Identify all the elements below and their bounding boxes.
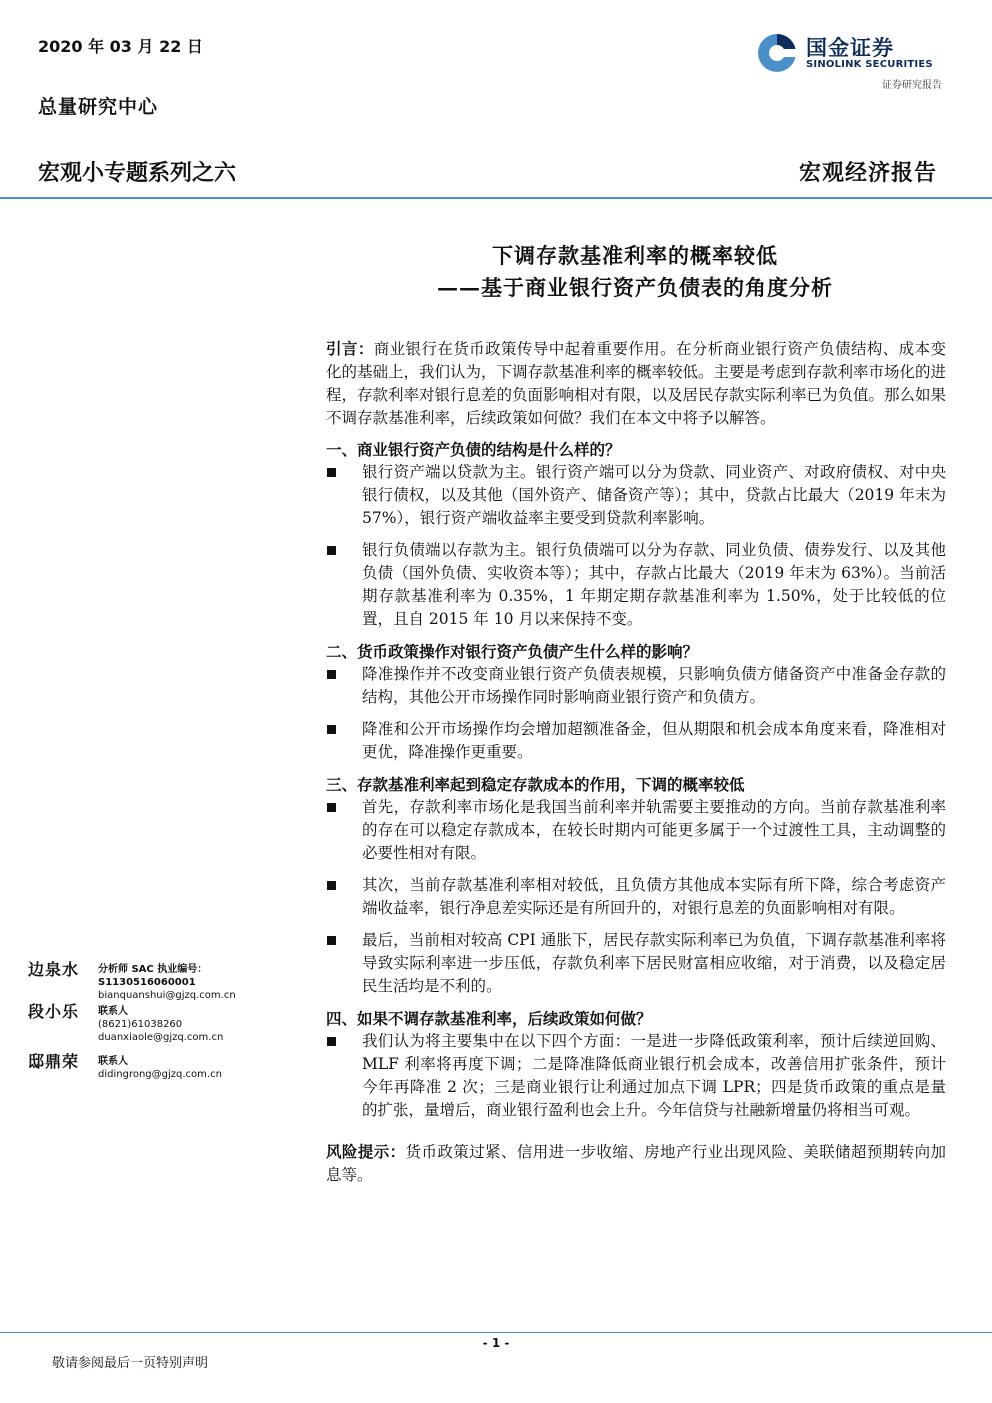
series-title: 宏观小专题系列之六	[38, 161, 237, 186]
analyst-email[interactable]: bianquanshui@gjzq.com.cn	[98, 990, 236, 1001]
square-bullet-icon	[327, 803, 336, 812]
bullet-item	[326, 1030, 946, 1122]
bullet-item	[326, 874, 946, 920]
analyst-email[interactable]: didingrong@gjzq.com.cn	[98, 1069, 222, 1080]
bullet-text: 我们认为将主要集中在以下四个方面：一是进一步降低政策利率，预计后续逆回购、MLF 利率将再度下调；二是降准降低商业银行机会成本，改善信用扩张条件，预计今年再降准 2 次；三是商业银行让利通过加点下调 LPR；四是货币政策的重点是量的扩张，量增后，商业银行盈利也会上升。今年信贷与社融新增量仍将相当可观。	[362, 1032, 946, 1119]
report-subtitle: ——基于商业银行资产负债表的角度分析	[437, 275, 833, 300]
analyst-name: 邸鼎荣	[28, 1052, 80, 1071]
bullet-item	[326, 663, 946, 709]
square-bullet-icon	[327, 936, 336, 945]
bullet-text: 银行负债端以存款为主。银行负债端可以分为存款、同业负债、债券发行、以及其他负债（国外负债、实收资本等）；其中，存款占比最大（2019 年末为 63%）。当前活期存款基准利率为 0.35%，1 年期定期存款基准利率为 1.50%，处于比较低的位置，且自 2015 年 10 月以来保持不变。	[362, 541, 946, 628]
square-bullet-icon	[327, 468, 336, 477]
report-type: 宏观经济报告	[798, 160, 937, 186]
bullet-item	[326, 929, 946, 998]
risk-paragraph	[326, 1140, 946, 1187]
bullet-text: 降准和公开市场操作均会增加超额准备金，但从期限和机会成本角度来看，降准相对更优，降准操作更重要。	[362, 720, 946, 761]
analyst-card	[28, 1002, 298, 1049]
bullet-text: 首先，存款利率市场化是我国当前利率并轨需要主要推动的方向。当前存款基准利率的存在可以稳定存款成本，在较长时期内可能更多属于一个过渡性工具，主动调整的必要性相对有限。	[362, 798, 946, 862]
analyst-role: 分析师 SAC 执业编号：S1130516060001	[98, 964, 208, 988]
analyst-email[interactable]: duanxiaole@gjzq.com.cn	[98, 1032, 224, 1043]
analyst-role: 联系人	[98, 1056, 128, 1067]
logo-subtitle: 证券研究报告	[882, 80, 942, 91]
intro-paragraph	[326, 337, 946, 430]
logo-name-cn: 国金证券	[806, 36, 894, 60]
intro-label: 引言：	[326, 339, 374, 358]
bullet-item	[326, 539, 946, 631]
square-bullet-icon	[327, 881, 336, 890]
analyst-name: 段小乐	[28, 1002, 80, 1021]
section-heading: 一、商业银行资产负债的结构是什么样的？	[326, 440, 621, 459]
bullet-text: 银行资产端以贷款为主。银行资产端可以分为贷款、同业资产、对政府债权、对中央银行债权，以及其他（国外资产、储备资产等）；其中，贷款占比最大（2019 年末为 57%），银行资产端收益率主要受到贷款利率影响。	[362, 463, 946, 527]
analyst-role: 联系人	[98, 1006, 128, 1017]
intro-text: 商业银行在货币政策传导中起着重要作用。在分析商业银行资产负债结构、成本变化的基础上，我们认为，下调存款基准利率的概率较低。主要是考虑到存款利率市场化的进程，存款利率对银行息差的负面影响相对有限，以及居民存款实际利率已为负值。那么如果不调存款基准利率，后续政策如何做？我们在本文中将予以解答。	[326, 340, 947, 427]
header-divider	[0, 197, 992, 199]
risk-label: 风险提示：	[326, 1142, 406, 1161]
analyst-info	[98, 1055, 222, 1081]
footer-disclaimer[interactable]: 敬请参阅最后一页特别声明	[52, 1356, 209, 1371]
report-body	[326, 337, 946, 1187]
analyst-info	[98, 1005, 223, 1044]
company-logo	[756, 30, 946, 92]
analyst-card	[28, 1052, 298, 1089]
square-bullet-icon	[327, 725, 336, 734]
bullet-item	[326, 718, 946, 764]
department-name: 总量研究中心	[38, 96, 159, 118]
square-bullet-icon	[327, 546, 336, 555]
analyst-name: 边泉水	[28, 960, 80, 979]
analyst-card	[28, 960, 298, 1001]
bullet-text: 其次，当前存款基准利率相对较低，且负债方其他成本实际有所下降，综合考虑资产端收益率，银行净息差实际还是有所回升的，对银行息差的负面影响相对有限。	[362, 876, 946, 917]
bullet-item	[326, 796, 946, 865]
bullet-text: 降准操作并不改变商业银行资产负债表规模，只影响负债方储备资产中准备金存款的结构，其他公开市场操作同时影响商业银行资产和负债方。	[362, 665, 946, 706]
logo-mark-icon	[756, 32, 798, 74]
footer-divider	[0, 1332, 992, 1333]
report-date: 2020 年 03 月 22 日	[38, 37, 203, 56]
page-number: - 1 -	[482, 1336, 510, 1350]
bullet-item	[326, 461, 946, 530]
analyst-phone: (8621)61038260	[98, 1019, 183, 1030]
bullet-text: 最后，当前相对较高 CPI 通胀下，居民存款实际利率已为负值，下调存款基准利率将导致实际利率进一步压低，存款负利率下居民财富相应收缩，对于消费，以及稳定居民生活均是不利的。	[362, 931, 946, 995]
square-bullet-icon	[327, 670, 336, 679]
section-heading: 三、存款基准利率起到稳定存款成本的作用，下调的概率较低	[326, 775, 745, 794]
analyst-info	[98, 963, 298, 1002]
section-heading: 二、货币政策操作对银行资产负债产生什么样的影响？	[326, 642, 699, 661]
logo-name-en: SINOLINK SECURITIES	[806, 59, 933, 70]
section-heading: 四、如果不调存款基准利率，后续政策如何做？	[326, 1009, 652, 1028]
risk-text: 货币政策过紧、信用进一步收缩、房地产行业出现风险、美联储超预期转向加息等。	[326, 1143, 946, 1184]
report-title: 下调存款基准利率的概率较低	[492, 243, 778, 268]
square-bullet-icon	[327, 1037, 336, 1046]
